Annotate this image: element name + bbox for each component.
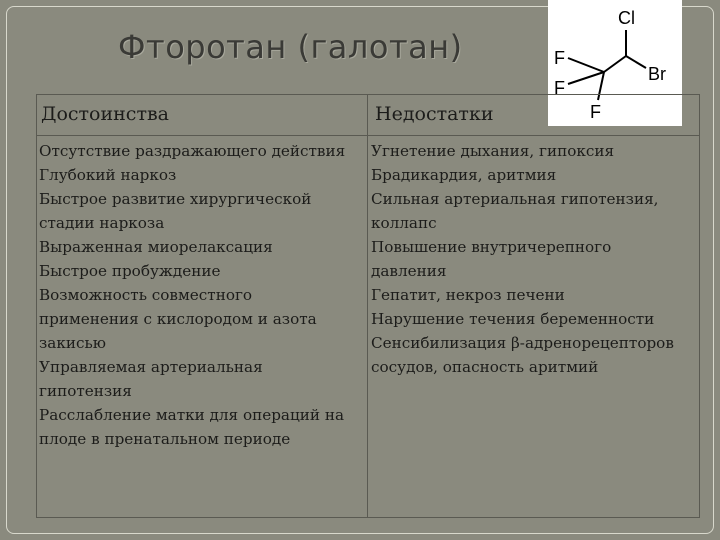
list-item: Возможность совместного [39,286,253,304]
list-item: Сенсибилизация β-адренорецепторов [371,334,674,352]
comparison-table [36,94,700,518]
atom-f2: F [554,78,565,98]
atom-br: Br [648,64,666,84]
list-item: Повышение внутричерепного [371,238,612,256]
bond-c-f1 [568,58,604,72]
atom-f1: F [554,48,565,68]
list-item: Быстрое пробуждение [39,262,221,280]
list-item: сосудов, опасность аритмий [371,358,599,376]
list-item: применения с кислородом и азота [39,310,317,328]
list-item: Гепатит, некроз печени [371,286,565,304]
list-item: Нарушение течения беременности [371,310,655,328]
list-item: Отсутствие раздражающего действия [39,142,346,160]
column-divider [367,95,368,517]
atom-cl: Cl [618,8,635,28]
header-disadvantages: Недостатки [375,103,494,125]
list-item: Расслабление матки для операций на [39,406,344,424]
list-item: давления [371,262,447,280]
list-item: Быстрое развитие хирургической [39,190,312,208]
list-item: Брадикардия, аритмия [371,166,557,184]
list-item: Выраженная миорелаксация [39,238,273,256]
table-header-row [37,95,699,136]
list-item: плоде в пренатальном периоде [39,430,291,448]
bond-c-c [604,56,626,72]
bond-c-f2 [568,72,604,84]
list-item: стадии наркоза [39,214,165,232]
atom-f3: F [590,102,601,122]
list-item: Управляемая артериальная [39,358,263,376]
header-advantages: Достоинства [41,103,169,125]
advantages-list [39,139,365,451]
bond-c-br [626,56,646,68]
slide-title: Фторотан (галотан) [118,28,463,66]
list-item: Угнетение дыхания, гипоксия [371,142,615,160]
disadvantages-list [371,139,697,379]
list-item: гипотензия [39,382,132,400]
list-item: Глубокий наркоз [39,166,177,184]
list-item: закисью [39,334,106,352]
list-item: коллапс [371,214,437,232]
list-item: Сильная артериальная гипотензия, [371,190,659,208]
